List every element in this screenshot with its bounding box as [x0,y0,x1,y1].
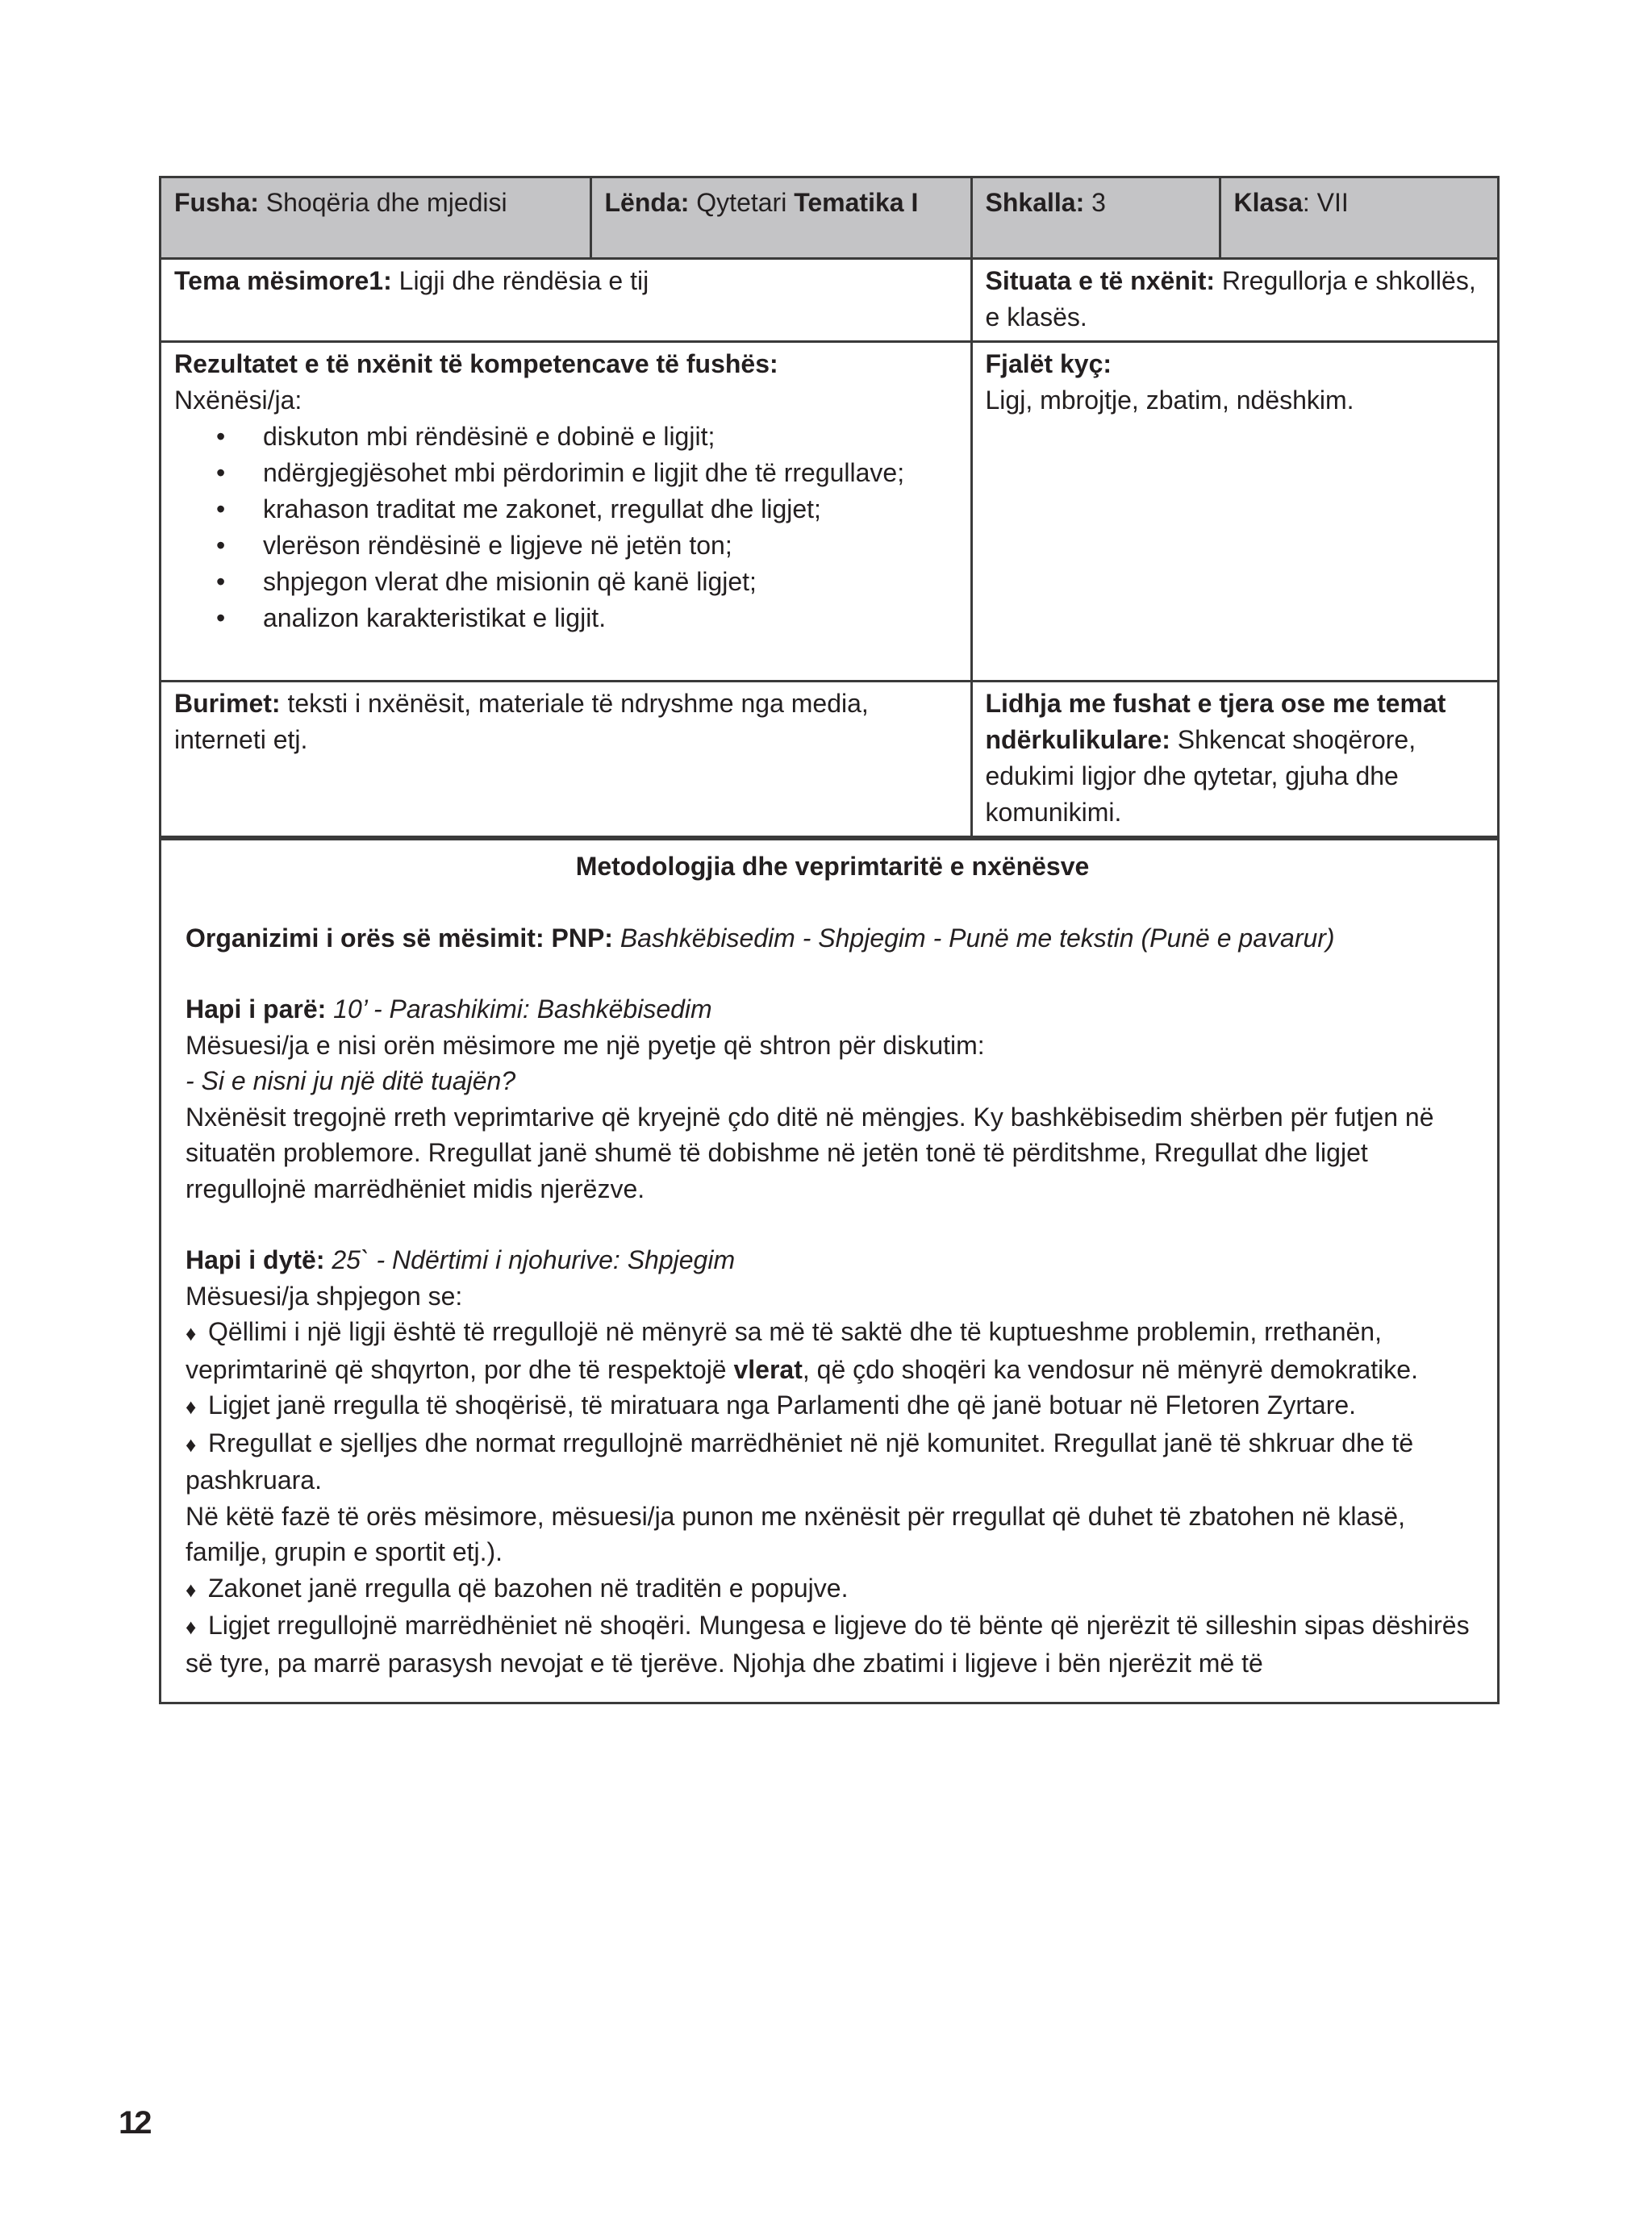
methodology-section [161,838,1497,1702]
links-cell: Lidhja me fushat e tjera ose me temat ndërkulikulare: Shkencat shoqërore, edukimi ligjor dhe qytetar, gjuha dhe komunikimi. [971,682,1497,837]
list-item: • vlerëson rëndësinë e ligjeve në jetën ton; [263,527,957,564]
results-list [174,419,957,636]
bullet-icon: ♦ [186,1321,197,1345]
list-item: ♦ Qëllimi i një ligji është të rregullojë në mënyrë sa më të saktë dhe të kuptueshme problemin, rrethanën, veprimtarinë që shqyrton, por dhe të respektojë vlerat, që çdo shoqëri ka vendosur në mënyrë demokratike. [186,1317,1418,1384]
list-item: • analizon karakteristikat e ligjit. [263,600,957,636]
lesson-organization: Organizimi i orës së mësimit: PNP: Bashkëbisedim - Shpjegim - Punë me tekstin (Punë e pavarur) [186,923,1335,953]
page-number: 12 [119,2105,150,2141]
list-item: • diskuton mbi rëndësinë e dobinë e ligjit; [263,419,957,455]
keywords-cell: Fjalët kyç: Ligj, mbrojtje, zbatim, ndëshkim. [971,342,1497,682]
lesson-plan-table [161,178,1497,838]
header-row [161,178,1497,259]
bullet-icon: ♦ [186,1432,197,1457]
results-cell: Rezultatet e të nxënit të kompetencave të fushës: Nxënësi/ja: • diskuton mbi rëndësinë e dobinë e ligjit; • ndërgjegjësohet mbi përdorimin e ligjit dhe të rregullave; • krahason traditat me zakonet, rregullat dhe ligjet; • vlerëson rëndësinë e ligjeve në jetën ton; • shpjegon vlerat dhe misionin që kanë ligjet; • analizon karakteristikat e ligjit. [161,342,971,682]
burimet-cell: Burimet: teksti i nxënësit, materiale të ndryshme nga media, interneti etj. [161,682,971,837]
situata-cell: Situata e të nxënit: Rregullorja e shkollës, e klasës. [971,259,1497,342]
klasa-cell: Klasa: VII [1220,178,1497,259]
list-item: • krahason traditat me zakonet, rregullat dhe ligjet; [263,491,957,527]
fusha-cell: Fusha: Shoqëria dhe mjedisi [161,178,590,259]
topic-row [161,259,1497,342]
step-two: Hapi i dytë: 25` - Ndërtimi i njohurive: Shpjegim Mësuesi/ja shpjegon se: ♦ Qëllimi i një ligji është të rregullojë në mënyrë sa më të saktë dhe të kuptueshme problemin, rrethanën, veprimtarinë që shqyrton, por dhe të respektojë vlerat, që çdo shoqëri ka vendosur në mënyrë demokratike. ♦ Ligjet janë rregulla të shoqërisë, të miratuara nga Parlamenti dhe që janë botuar në Fletoren Zyrtare. ♦ Rregullat e sjelljes dhe normat rregullojnë marrëdhëniet në një komunitet. Rregullat janë të shkruar dhe të pashkruara. Në këtë fazë të orës mësimore, mësuesi/ja punon me nxënësit për rregullat që duhet të zbatohen në klasë, familje, grupin e sportit etj.). ♦ Zakonet janë rregulla që bazohen në traditën e popujve. ♦ Ligjet rregullojnë marrëdhëniet në shoqëri. Mungesa e ligjeve do të bënte që njerëzit të silleshin sipas dëshirës së tyre, pa marrë parasysh nevojat e të tjerëve. Njohja dhe zbatimi i ligjeve i bën njerëzit më të [186,1242,1479,1681]
tema-cell: Tema mësimore1: Ligji dhe rëndësia e tij [161,259,971,342]
list-item: ♦ Ligjet rregullojnë marrëdhëniet në shoqëri. Mungesa e ligjeve do të bënte që njerëzit të silleshin sipas dëshirës së tyre, pa marrë parasysh nevojat e të tjerëve. Njohja dhe zbatimi i ligjeve i bën njerëzit më të [186,1611,1470,1678]
bullet-icon: ♦ [186,1395,197,1419]
list-item: ♦ Ligjet janë rregulla të shoqërisë, të miratuara nga Parlamenti dhe që janë botuar në Fletoren Zyrtare. [186,1387,1479,1425]
list-item: • ndërgjegjësohet mbi përdorimin e ligjit dhe të rregullave; [263,455,957,491]
resources-row [161,682,1497,837]
bullet-icon: ♦ [186,1615,197,1639]
lesson-plan-sheet [159,176,1500,1704]
list-item: ♦ Zakonet janë rregulla që bazohen në traditën e popujve. [186,1570,1479,1608]
lenda-cell: Lënda: Qytetari Tematika I [590,178,971,259]
list-item: • shpjegon vlerat dhe misionin që kanë ligjet; [263,564,957,600]
methodology-title: Metodologjia dhe veprimtaritë e nxënësve [575,852,1090,881]
step-one: Hapi i parë: 10’ - Parashikimi: Bashkëbisedim Mësuesi/ja e nisi orën mësimore me një pyetje që shtron për diskutim: - Si e nisni ju një ditë tuajën? Nxënësit tregojnë rreth veprimtarive që kryejnë çdo ditë në mëngjes. Ky bashkëbisedim shërben për futjen në situatën problemore. Rregullat janë shumë të dobishme në jetën tonë të përditshme, Rregullat dhe ligjet rregullojnë marrëdhëniet midis njerëzve. [186,994,1434,1203]
shkalla-cell: Shkalla: 3 [971,178,1220,259]
bullet-icon: ♦ [186,1577,197,1602]
results-row [161,342,1497,682]
list-item: ♦ Rregullat e sjelljes dhe normat rregullojnë marrëdhëniet në një komunitet. Rregullat janë të shkruar dhe të pashkruara. [186,1428,1414,1495]
